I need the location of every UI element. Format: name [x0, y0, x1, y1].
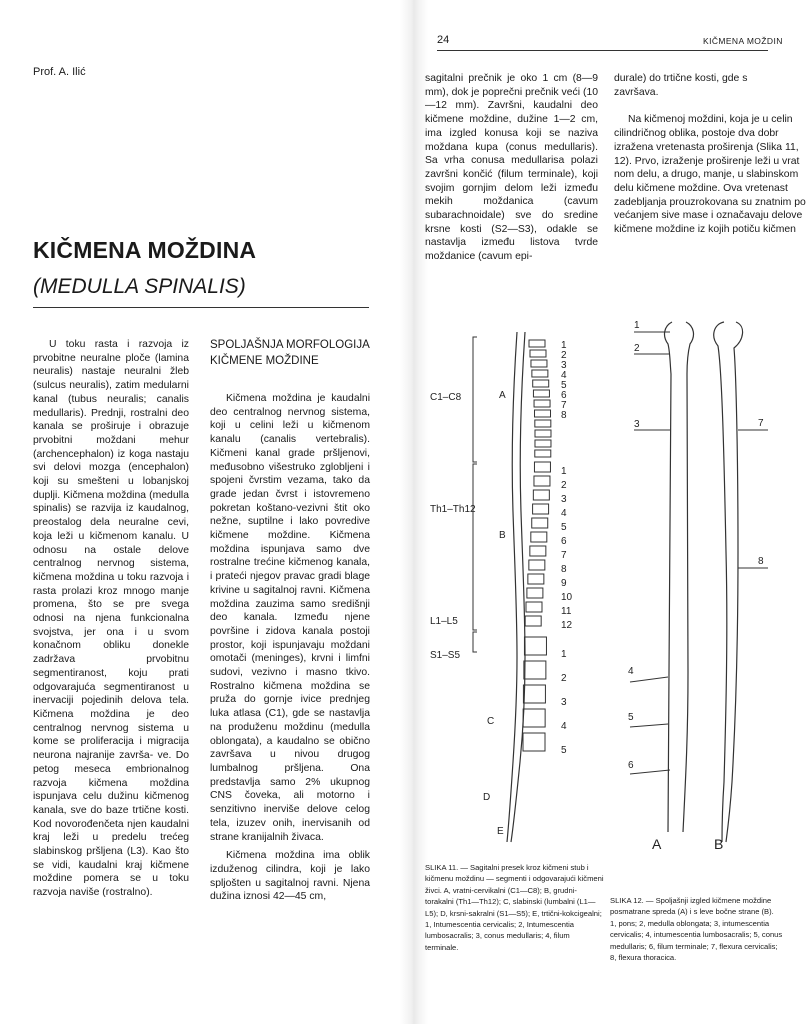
fig12-label-6: 6: [628, 760, 634, 771]
vertebra: [535, 440, 551, 447]
segment-number: 11: [561, 606, 572, 617]
col4-line: Na kičmenoj moždini, koja je u celin: [628, 114, 793, 126]
fig12-view-b: B: [714, 836, 724, 852]
vertebra: [534, 476, 550, 486]
vertebra: [533, 504, 549, 514]
vertebra: [527, 588, 543, 598]
vertebra: [535, 450, 551, 457]
cord-view-b-right: [726, 322, 743, 842]
segment-number: 10: [561, 592, 573, 603]
segment-number: 3: [561, 697, 567, 708]
vertebra: [526, 602, 542, 612]
intro-paragraph: U toku rasta i razvoja iz prvobitne neuralne ploče (lamina neuralis) nastaje neuralni žleb (sulcus neuralis), zatim medularni kanal (tubus neuralis; canalis medullaris). Prednji, rostralni deo kanala se proširuje i obrazuje prvobitni moždani mehur (archencephalon) iz koga nastaju svi delovi mozga (encephalon) koji su smešteni u lobanjskoj duplji. Kičmena moždina (medulla spinalis) se razvija iz kaudalnog, preostalog dela neuralne cevi, koja leži u kičmenom kanalu. U odnosu na ostale delove centralnog nervnog sistema, kičmena moždina u toku razvoja i rasta prolazi kroz mnogo manje promena, što se pre svega odnosi na njena funkcionalna svojstva, jer ona i u svom konačnom obliku donekle zadržava prvobitnu segmentiranost, koju prati odgovarajuća segmentiranost u inervaciji pojedinih delova tela. Kičmena moždina je deo centralnog nervnog sistema u kome se proliferacija i migracija neurona najranije završa- ve. Do petog meseca embrionalnog razvoja kičmena moždina ispunjava celu dužinu kičmenog kanala, sve do baze trtične kosti. Kod novorođenčeta njen kaudalni kraj leži u predelu trećeg slabinskog pršljena (L3). Kao što se vidi, kaudalni kraj kičmene moždine pomera se u toku razvoja naviše (rostralno).: [33, 339, 189, 899]
segment-label-d: D: [483, 792, 491, 803]
vertebra: [523, 709, 545, 727]
segment-number: 5: [561, 522, 567, 533]
section-heading-line1: SPOLJAŠNJA MORFOLOGIJA: [210, 339, 370, 351]
segment-number: 2: [561, 480, 567, 491]
region-label-cervical: C1–C8: [430, 392, 462, 403]
vertebra: [529, 340, 545, 347]
vertebra: [535, 410, 551, 417]
vertebra: [524, 661, 546, 679]
cord-view-a-right: [683, 322, 693, 832]
right-paragraph: sagitalni prečnik je oko 1 cm (8—9 mm), dok je poprečni prečnik veći (10—12 mm). Završni, kaudalni deo kičmene moždine, dužine 1—2 cm, ima izgled konusa koji se naziva moždana kupa (conus medullaris). Sa vrha conusa medullarisa polazi završni končić (filum terminale), koji svojim gornjim delom leži između mekih moždanica (cavum subarachnoidale) sve do sredine krsne kosti (S2—S3), odakle se nastavlja između listova tvrde moždanice (cavum epi-: [425, 73, 598, 263]
vertebra: [530, 350, 546, 357]
segment-label-c: C: [487, 716, 495, 727]
vertebra: [529, 560, 545, 570]
segment-number: 7: [561, 550, 567, 561]
header-rule: [437, 50, 768, 51]
fig12-label-2: 2: [634, 343, 640, 354]
segment-number: 8: [561, 410, 567, 421]
segment-number: 6: [561, 390, 567, 401]
segment-number: 3: [561, 494, 567, 505]
region-label-thoracic: Th1–Th12: [430, 504, 476, 515]
vertebra: [534, 400, 550, 407]
col4-line: durale) do trtične kosti, gde s: [614, 73, 748, 84]
intro-column: [33, 338, 189, 900]
segment-number: 2: [561, 350, 567, 361]
vertebra: [528, 574, 544, 584]
vertebra: [532, 518, 548, 528]
vertebra: [531, 532, 547, 542]
morphology-paragraph-2: Kičmena moždina ima oblik izduženog cilindra, koji je lako spljošten u sagitalnoj ravni. Njena dužina iznosi 42—45 cm,: [210, 850, 370, 903]
segment-number: 7: [561, 400, 567, 411]
col4-line: završava.: [614, 86, 659, 98]
vertebra: [531, 360, 547, 367]
right-column-2: [614, 72, 806, 237]
vertebra: [523, 685, 545, 703]
figure-11-spine-section: [425, 312, 605, 852]
segment-label-b: B: [499, 530, 506, 541]
paragraph-gap: [614, 99, 768, 113]
segment-number: 3: [561, 360, 567, 371]
chapter-subtitle: (MEDULLA SPINALIS): [33, 275, 246, 298]
col4-line: većanjem sive mase i označavaju delove: [614, 210, 803, 222]
region-label-sacral: S1–S5: [430, 650, 461, 661]
running-head: KIČMENA MOŽDIN: [703, 36, 783, 46]
segment-number: 1: [561, 340, 567, 351]
segment-number: 2: [561, 673, 567, 684]
segment-label-a: A: [499, 390, 506, 401]
fig12-caption-line: cervicalis; 4, intumescentia lumbosacralis; 5, conus: [610, 930, 783, 940]
morphology-paragraph-1: Kičmena moždina je kaudalni deo centralnog nervnog sistema, koji u celini leži u kičmenom kanalu (canalis vertebralis). Kičmeni kanal grade pršljenovi, međusobno višestruko zglobljeni i spojeni čvrstim vezama, tako da grade jedan čvrst i istovremeno pokretan koštano-vezivni štit oko nežne, suptilne i lako povredive kičmene moždine. Kičmena moždina ispunjava samo dve rostralne trećine kičmenog kanala, i prateći njegov pravac gradi blage krivine u sagitalnoj ravni. Kičmena moždina zauzima samo središnji deo kanala. Između njene površine i zidova kanala postoji prostor, koji ispunjavaju moždani omotači (meninges), krvni i limfni sudovi, vezivno i masno tkivo. Rostralno kičmena moždina se pruža do gornje ivice prednjeg luka atlasa (C1), gde se nastavlja na produženu moždinu (medulla oblongata), a kaudalno se obično završava u nivou drugog lumbalnog pršljena. Ona predstavlja samo 2% ukupnog CNS čoveka, ali motorno i senzitivno inerviše delove celog tela, izuzev onih, inervisanih od strane kranijalnih živaca.: [210, 393, 370, 843]
col4-line: zadebljanja prouzrokovana su znatnim po: [614, 196, 806, 208]
fig12-view-a: A: [652, 836, 662, 852]
vertebra: [533, 490, 549, 500]
segment-label-e: E: [497, 826, 504, 837]
book-gutter: [400, 0, 428, 1024]
segment-number: 5: [561, 380, 567, 391]
col4-line: cilindričnog oblika, postoje dva dobr: [614, 128, 779, 140]
author-name: Prof. A. Ilić: [33, 66, 86, 78]
vertebral-bodies: [523, 340, 573, 756]
fig12-label-1: 1: [634, 320, 640, 331]
segment-number: 9: [561, 578, 567, 589]
fig12-caption-line: SLIKA 12. — Spoljašnji izgled kičmene moždine: [610, 896, 772, 905]
chapter-title: KIČMENA MOŽDINA: [33, 237, 257, 263]
vertebra: [525, 616, 541, 626]
fig12-caption-line: medullaris; 6, filum terminale; 7, flexura cervicalis;: [610, 941, 778, 951]
col4-line: nom delu, a drugo, manje, u slabinskom: [614, 169, 799, 181]
fig12-label-8: 8: [758, 556, 764, 567]
col4-line: delu kičmene moždine. Ova vretenast: [614, 182, 788, 194]
segment-number: 5: [561, 745, 567, 756]
segment-number: 1: [561, 466, 567, 477]
right-column-1: [425, 72, 598, 264]
fig12-caption-line: 8, flexura thoracica.: [610, 953, 677, 963]
region-label-lumbar: L1–L5: [430, 616, 458, 627]
fig12-caption-line: posmatrane spreda (A) i s leve bočne strane (B).: [610, 907, 774, 917]
segment-number: 8: [561, 564, 567, 575]
figure-11-caption: SLIKA 11. — Sagitalni presek kroz kičmeni stub i kičmenu moždinu — segmenti i odgovarajući kičmeni živci. A, vratni-cervikalni (C1—C8); B, grudni-torakalni (Th1—Th12); C, slabinski (lumbalni (L1—L5); D, krsni-sakralni (S1—S5); E, trtični-kokcigealni; 1, Intumescentia cervicalis; 2, Intumescentia lumbosacralis; 3, conus medullaris; 4, filum terminale.: [425, 863, 604, 952]
col4-line: kičmene moždine iz kojih potiču kičmen: [614, 224, 796, 236]
page-number: 24: [437, 34, 450, 46]
segment-number: 4: [561, 370, 567, 381]
vertebra: [532, 370, 548, 377]
segment-number: 12: [561, 620, 573, 631]
section-heading-line2: KIČMENE MOŽDINE: [210, 355, 319, 367]
section-heading: [210, 337, 370, 369]
segment-number: 6: [561, 536, 567, 547]
segment-number: 4: [561, 508, 567, 519]
vertebra: [534, 462, 550, 472]
col4-line: 12). Prvo, izraženje proširenje leži u vrat: [614, 155, 800, 167]
segment-number: 4: [561, 721, 567, 732]
vertebra: [533, 390, 549, 397]
figure-12-caption: [610, 895, 783, 963]
figure-12-spinal-cord-view: [614, 312, 768, 857]
fig12-label-3: 3: [634, 419, 640, 430]
vertebra: [530, 546, 546, 556]
fig12-label-7: 7: [758, 418, 764, 429]
vertebra: [523, 733, 545, 751]
col4-line: izražena vretenasta proširenja (Slika 11,: [614, 141, 799, 153]
vertebra: [535, 420, 551, 427]
vertebra: [535, 430, 551, 437]
fig12-label-5: 5: [628, 712, 634, 723]
fig12-caption-line: 1, pons; 2, medulla oblongata; 3, intumescentia: [610, 918, 770, 928]
cord-view-a-left: [665, 322, 672, 832]
title-rule: [33, 307, 369, 308]
cord-view-b-left: [714, 322, 727, 842]
segment-number: 1: [561, 649, 567, 660]
morphology-column: [210, 392, 370, 904]
vertebra: [524, 637, 546, 655]
vertebra: [533, 380, 549, 387]
fig12-label-4: 4: [628, 666, 634, 677]
